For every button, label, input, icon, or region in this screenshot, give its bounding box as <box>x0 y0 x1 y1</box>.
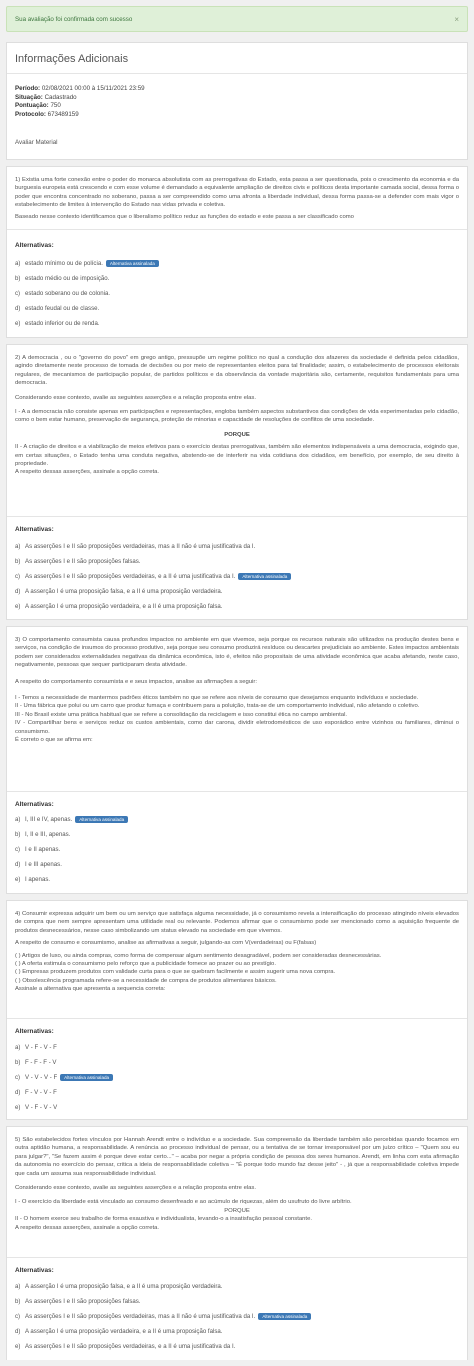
alternative-d[interactable]: d) I e III apenas. <box>15 861 62 868</box>
alternative-e[interactable]: e) I apenas. <box>15 876 51 883</box>
question-text: 4) Consumir expressa adquirir um bem ou um serviço que satisfaça alguma necessidade, já o consumismo revela a intensificação do processo atingindo níveis elevados de compra que nem sempre apresentam uma utilidade real ou relevante. Podemos afirmar que o consumismo pode ser mencionado como a aquisição frequente de produtos desnecessários, nesse caso simbolizando um status elevado na sociedade em que vivemos. A respeito de consumo e consumismo, analise as afirmativas a seguir, julgando-as com V(verdadeiras) ou F(falsas) ( ) Artigos de luxo, ou ainda compras, como forma de compensar algum sentimento desagradável, podem ser consideradas desnecessárias. ( ) A oferta estimula o consumismo pelo reforço que a publicidade fornece ao prazer ou ao prestígio. ( ) Empresas produzem produtos com validade curta para o que se quebram facilmente e assim sugerir uma nova compra. ( ) Obsolescência programada refere-se a necessidade de compra de produtos alimentares básicos. Assinale a alternativa que apresenta a sequencia correta: <box>15 911 459 993</box>
alternative-e[interactable]: e) As asserções I e II são proposições verdadeiras, e a II é uma justificativa da I. <box>15 1343 236 1350</box>
selected-badge: Alternativa assinalada <box>238 573 291 580</box>
alternative-b[interactable]: b) As asserções I e II são proposições falsas. <box>15 1298 141 1305</box>
alternative-d[interactable]: d) A asserção I é uma proposição falsa, e a II é uma proposição verdadeira. <box>15 588 223 595</box>
close-icon[interactable]: × <box>454 14 459 24</box>
question-4 <box>6 900 468 1120</box>
alternative-b[interactable]: b) I, II e III, apenas. <box>15 831 71 838</box>
alternative-e[interactable]: e) V - F - V - V <box>15 1104 58 1111</box>
periodo-value: 02/08/2021 00:00 à 15/11/2021 23:59 <box>41 85 145 92</box>
situacao-value: Cadastrado <box>44 93 77 101</box>
alternative-b[interactable]: b) F - F - F - V <box>15 1059 57 1066</box>
success-alert <box>6 6 468 32</box>
alert-text: Sua avaliação foi confirmada com sucesso <box>15 15 133 23</box>
alternative-b[interactable]: b) estado médio ou de imposição. <box>15 275 110 282</box>
selected-badge: Alternativa assinalada <box>258 1313 311 1320</box>
question-2 <box>6 344 468 620</box>
alternative-a[interactable]: a) A asserção I é uma proposição falsa, e a II é uma proposição verdadeira. <box>15 1283 223 1290</box>
question-3 <box>6 626 468 894</box>
alternative-d[interactable]: d) A asserção I é uma proposição verdadeira, e a II é uma proposição falsa. <box>15 1328 223 1335</box>
alternative-e[interactable]: e) A asserção I é uma proposição verdadeira, e a II é uma proposição falsa. <box>15 603 223 610</box>
alternatives-title: Alternativas: <box>15 1267 54 1274</box>
question-text: 3) O comportamento consumista causa profundos impactos no ambiente em que vivemos, seja porque os recursos naturais são utilizados na produção destes bens e serviços, na condição de insumos do processo produtivo, seja porque seu consumo produzirá resíduos ou descartes prejudiciais ao ambiente. Estes impactos ambientais podem ser considerados externalidades negativas da dinâmica econômica, isto é, efeitos não propositais de uma atividade econômica que acaba afetando, neste caso, negativamente, pessoas que sequer participaram desta atividade. A respeito do comportamento consumista e e seus impactos, analise as afirmações a seguir: I - Temos a necessidade de mantermos padrões éticos também no que se refere aos níveis de consumo que desejamos enquanto indivíduos e sociedade. II - Uma fábrica que polui ou um carro que produz fumaça e contribuem para a poluição, trata-se de um comportamento individual, não afetando o coletivo. III - No Brasil existe uma prática habitual que se refere a consolidação da reciclagem e isso constitui ética no campo ambiental. IV - Compartilhar bens e serviços reduz os custos ambientais, como dar carona, dividir eletrodomésticos de uso esporádico entre vizinhos ou familiares, diminui o consumismo. É correto o que se afirma em: <box>15 637 459 744</box>
alternative-c[interactable]: c) estado soberano ou de colonia. <box>15 290 111 297</box>
avaliar-material-link[interactable]: Avaliar Material <box>15 139 58 147</box>
alternative-c[interactable]: c) V - V - V - F Alternativa assinalada <box>15 1074 113 1081</box>
question-text: 1) Existia uma forte conexão entre o poder do monarca absolutista com as prerrogativas do Estado, esta passa a ser questionada, pois o crescimento da economia e da burguesia europeia está crescendo e com esse volume é demandado a equivalente ampliação de direitos civis e políticos desta importante camada social, dessa forma o poder que encontra concentrado no soberano, passa a ser compreendido como uma afronta a liberdade individual, dessa forma passa-se a defender com mais vigor o estabelecimento de limites à intervenção do Estado nas vidas privada e coletiva. Baseado nesse contexto identificamos que o liberalismo político reduz as funções do estado e este passa a ser classificado como <box>15 177 459 220</box>
alternatives-title: Alternativas: <box>15 242 54 249</box>
protocolo-value: 673489159 <box>47 110 79 118</box>
alternative-c[interactable]: c) I e II apenas. <box>15 846 61 853</box>
alternatives-title: Alternativas: <box>15 526 54 533</box>
alternatives-title: Alternativas: <box>15 1028 54 1035</box>
alternative-a[interactable]: a) As asserções I e II são proposições verdadeiras, mas a II não é uma justificativa da I. <box>15 543 256 550</box>
selected-badge: Alternativa assinalada <box>106 260 159 267</box>
page-title: Informações Adicionais <box>15 53 129 65</box>
meta-block: Período: 02/08/2021 00:00 à 15/11/2021 23:59 Situação: Cadastrado Pontuação: 750 Protocolo: 673489159 <box>15 85 145 118</box>
alternatives-title: Alternativas: <box>15 801 54 808</box>
alternative-a[interactable]: a) estado mínimo ou de polícia. Alternativa assinalada <box>15 260 159 267</box>
pontuacao-value: 750 <box>50 102 61 110</box>
selected-badge: Alternativa assinalada <box>75 816 128 823</box>
alternative-e[interactable]: e) estado inferior ou de renda. <box>15 320 100 327</box>
question-text: 5) São estabelecidos fortes vínculos por Hannah Arendt entre o indivíduo e a sociedade. Sua compreensão da liberdade também são percebidas quando focamos em outra aptidão humana, a responsabilidade. A renúncia ao processo individual de pensar, ou a tentativa de se tornar irresponsável por um juízo crítico – "Quem sou eu para julgar?", "Se fazem assim é porque deve estar certo..." – acaba por negar a própria condição de pessoa dos seres humanos. Arendt, em linha com esta afirmação da autonomia no exercício do pensar, critica a ideia de responsabilidade coletiva – "É porque todo mundo faz desse jeito" - , já que a responsabilidade coletiva impede que cada um assuma sua responsabilidade individual. Considerando esse contexto, avalie as seguintes asserções e a relação proposta entre elas. I - O exercício da liberdade está vinculado ao consumo desenfreado e ao acúmulo de riquezas, além do usufruto do livre arbítrio. PORQUE II - O homem exerce seu trabalho de forma exaustiva e individualista, levando-o a insatisfação pessoal constante. A respeito dessas asserções, assinale a opção correta. <box>15 1137 459 1231</box>
question-1 <box>6 166 468 338</box>
question-5 <box>6 1126 468 1360</box>
alternative-a[interactable]: a) V - F - V - F <box>15 1044 57 1051</box>
alternative-d[interactable]: d) F - V - V - F <box>15 1089 57 1096</box>
question-text: 2) A democracia , ou o "governo do povo" em grego antigo, pressupõe um regime político no qual a condução dos afazeres da sociedade é definida pelos cidadãos, agindo diretamente neste processo de tomada de decisões ou por meio de representantes eleitos para tal finalidade; assim, o estabelecimento de processos eleitorais regulares, de mecanismos de participação popular, de partidos políticos e da observância da vontade majoritária são, certamente, requisitos fundamentais para uma democracia. Considerando esse contexto, avalie as seguintes asserções e a relação proposta entre elas. I - A a democracia não consiste apenas em participações e representações, engloba também aspectos substantivos das condições de vida experimentadas pelo cidadão, como o bem estar humano, preservação de segurança, proteção de minorias e capacidade de resoluções de conflitos de uma sociedade. PORQUE II - A criação de direitos e a viabilização de meios efetivos para o exercício destas prerrogativas, também são elementos indispensáveis a uma democracia, exigindo que, em certas situações, o Estado tenha uma conduta negativa, abstendo-se de interferir na vida cotidiana dos cidadãos, em benefício, por exemplo, de seu direito à propriedade. A respeito dessas asserções, assinale a opção correta. <box>15 355 459 476</box>
alternative-c[interactable]: c) As asserções I e II são proposições verdadeiras, e a II é uma justificativa da I. Alternativa assinalada <box>15 573 291 580</box>
alternative-d[interactable]: d) estado feudal ou de classe. <box>15 305 100 312</box>
info-card <box>6 42 468 160</box>
alternative-a[interactable]: a) I, III e IV, apenas. Alternativa assinalada <box>15 816 128 823</box>
selected-badge: Alternativa assinalada <box>60 1074 113 1081</box>
alternative-c[interactable]: c) As asserções I e II são proposições verdadeiras, mas a II não é uma justificativa da I. Alternativa assinalada <box>15 1313 311 1320</box>
alternative-b[interactable]: b) As asserções I e II são proposições falsas. <box>15 558 141 565</box>
